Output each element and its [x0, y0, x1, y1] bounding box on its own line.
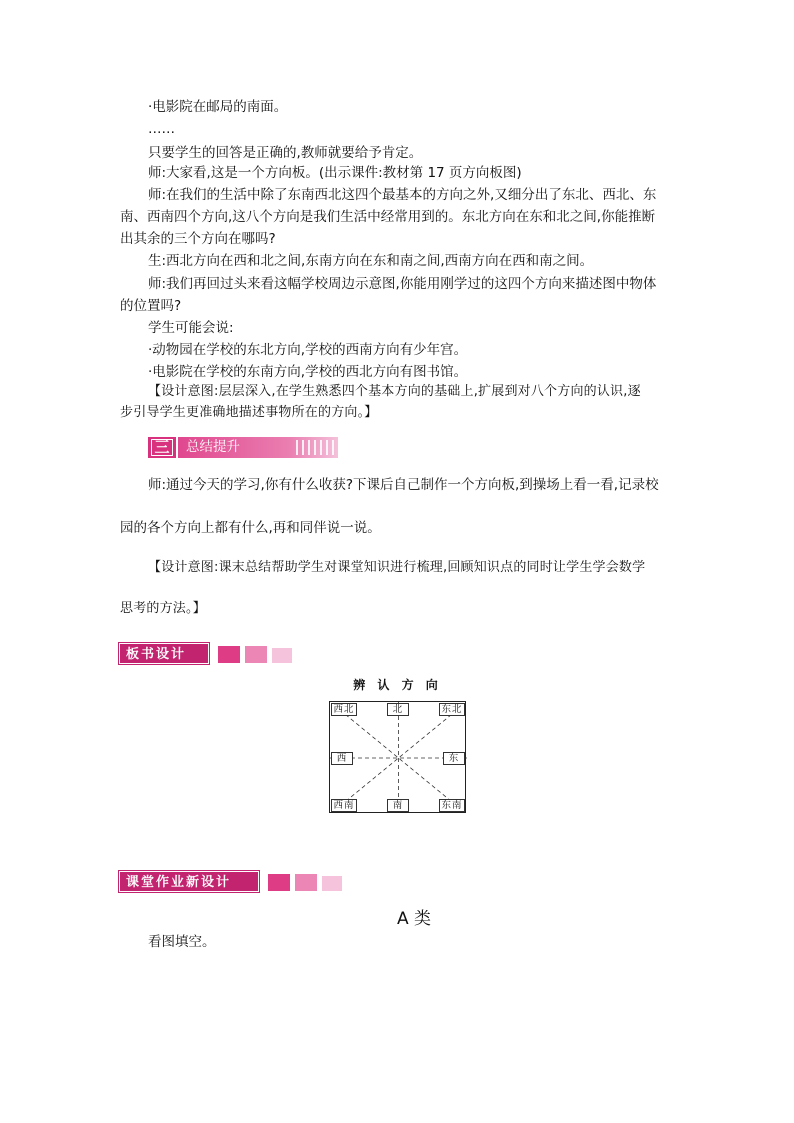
paragraph: 只要学生的回答是正确的,教师就要给予肯定。 [148, 145, 423, 161]
direction-south: 南 [387, 799, 409, 812]
homework-category: A 类 [397, 909, 432, 929]
paragraph: 学生可能会说: [148, 320, 234, 336]
section-number [148, 437, 176, 458]
paragraph: ·电影院在邮局的南面。 [148, 99, 288, 115]
decorative-stripes [296, 440, 336, 455]
paragraph-line: 师:我们再回过头来看这幅学校周边示意图,你能用刚学过的这四个方向来描述图中物体 [148, 276, 657, 292]
design-intent-line: 思考的方法。】 [120, 601, 206, 616]
decorative-square [322, 876, 342, 891]
section-banner-summary [148, 437, 338, 458]
design-intent-line: 【设计意图:课末总结帮助学生对课堂知识进行梳理,回顾知识点的同时让学生学会数学 [148, 560, 646, 575]
paragraph-line: 南、西南四个方向,这八个方向是我们生活中经常用到的。东北方向在东和北之间,你能推断 [120, 209, 656, 225]
design-intent-line: 步引导学生更准确地描述事物所在的方向。】 [120, 405, 378, 420]
section-title: 总结提升 [186, 439, 240, 455]
paragraph-line: 师:在我们的生活中除了东南西北这四个最基本的方向之外,又细分出了东北、西北、东 [148, 187, 657, 203]
design-intent-line: 【设计意图:层层深入,在学生熟悉四个基本方向的基础上,扩展到对八个方向的认识,逐 [148, 384, 641, 399]
direction-southeast: 东南 [439, 799, 465, 812]
decorative-square [245, 646, 267, 663]
board-design-label: 板书设计 [119, 643, 209, 664]
direction-north: 北 [387, 703, 409, 716]
paragraph-line: 的位置吗? [120, 298, 182, 314]
section-title-bar [178, 437, 338, 458]
direction-east: 东 [443, 752, 465, 765]
decorative-square [218, 646, 240, 663]
paragraph: ·电影院在学校的东南方向,学校的西北方向有图书馆。 [148, 364, 468, 380]
paragraph-line: 出其余的三个方向在哪吗? [120, 231, 276, 247]
decorative-square [268, 874, 290, 891]
direction-northwest: 西北 [331, 703, 357, 716]
summary-line: 园的各个方向上都有什么,再和同伴说一说。 [120, 520, 381, 536]
direction-board [329, 701, 466, 813]
board-title: 辨 认 方 向 [353, 678, 442, 692]
paragraph: ·动物园在学校的东北方向,学校的西南方向有少年宫。 [148, 342, 468, 358]
summary-line: 师:通过今天的学习,你有什么收获?下课后自己制作一个方向板,到操场上看一看,记录校 [148, 477, 659, 493]
paragraph: 生:西北方向在西和北之间,东南方向在东和南之间,西南方向在西和南之间。 [148, 253, 594, 269]
ellipsis: …… [148, 121, 175, 137]
homework-design-label: 课堂作业新设计 [119, 871, 259, 892]
direction-northeast: 东北 [439, 703, 465, 716]
decorative-square [272, 648, 292, 663]
direction-west: 西 [331, 752, 353, 765]
paragraph: 师:大家看,这是一个方向板。(出示课件:教材第 17 页方向板图) [148, 165, 522, 181]
section-number-text: 三 [154, 438, 170, 456]
decorative-square [295, 874, 317, 891]
homework-task: 看图填空。 [148, 934, 216, 950]
direction-southwest: 西南 [331, 799, 357, 812]
